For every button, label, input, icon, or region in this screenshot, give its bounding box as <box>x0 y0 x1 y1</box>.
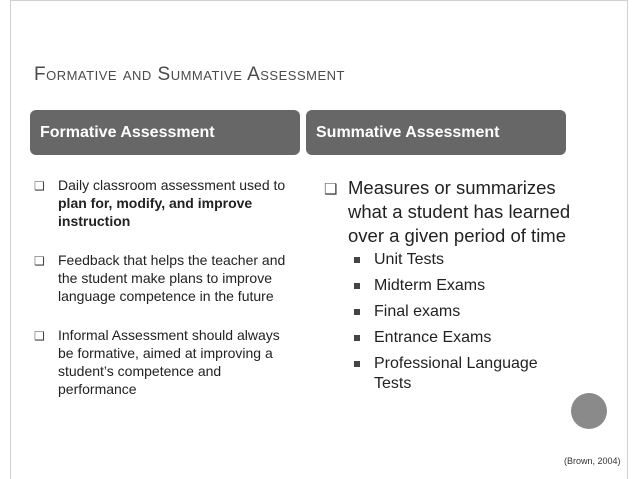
bullet-text: Informal Assessment should always be formative, aimed at improving a student’s competence and performance <box>58 327 280 397</box>
list-item <box>352 302 574 322</box>
bullet-icon: ❑ <box>34 329 45 343</box>
list-item <box>352 328 574 348</box>
formative-bullet <box>34 176 299 230</box>
bullet-icon: ❑ <box>34 179 45 193</box>
bullet-text: Daily classroom assessment used to <box>58 177 286 193</box>
summative-column <box>324 176 574 400</box>
list-item-text: Professional Language Tests <box>374 355 538 392</box>
summative-main-bullet <box>324 176 574 248</box>
formative-bullet <box>34 326 299 398</box>
bullet-icon: ❑ <box>34 254 45 268</box>
slide-title: Formative and Summative Assessment <box>34 64 345 85</box>
formative-header: Formative Assessment <box>30 110 300 155</box>
bullet-icon: ❑ <box>324 181 338 198</box>
list-item-text: Unit Tests <box>374 251 444 268</box>
frame-right-line <box>627 0 628 479</box>
bullet-text: Feedback that helps the teacher and the student make plans to improve language competence in the future <box>58 252 286 304</box>
list-item <box>352 276 574 296</box>
summative-header: Summative Assessment <box>306 110 566 155</box>
list-item-text: Entrance Exams <box>374 329 492 346</box>
list-item-text: Midterm Exams <box>374 277 486 294</box>
square-bullet-icon <box>354 335 360 341</box>
frame-top-line <box>10 0 628 1</box>
square-bullet-icon <box>354 309 360 315</box>
frame-left-line <box>10 0 11 479</box>
square-bullet-icon <box>354 257 360 263</box>
square-bullet-icon <box>354 283 360 289</box>
summative-sub-list <box>324 250 574 394</box>
citation: (Brown, 2004) <box>564 456 621 466</box>
decorative-circle <box>571 393 607 429</box>
summative-main-text: Measures or summarizes what a student has learned over a given period of time <box>348 177 571 246</box>
list-item <box>352 354 574 394</box>
square-bullet-icon <box>354 361 360 367</box>
formative-column <box>34 176 299 419</box>
bullet-text-bold: plan for, modify, and improve instruction <box>58 195 253 229</box>
list-item-text: Final exams <box>374 303 461 320</box>
list-item <box>352 250 574 270</box>
formative-bullet <box>34 251 299 305</box>
